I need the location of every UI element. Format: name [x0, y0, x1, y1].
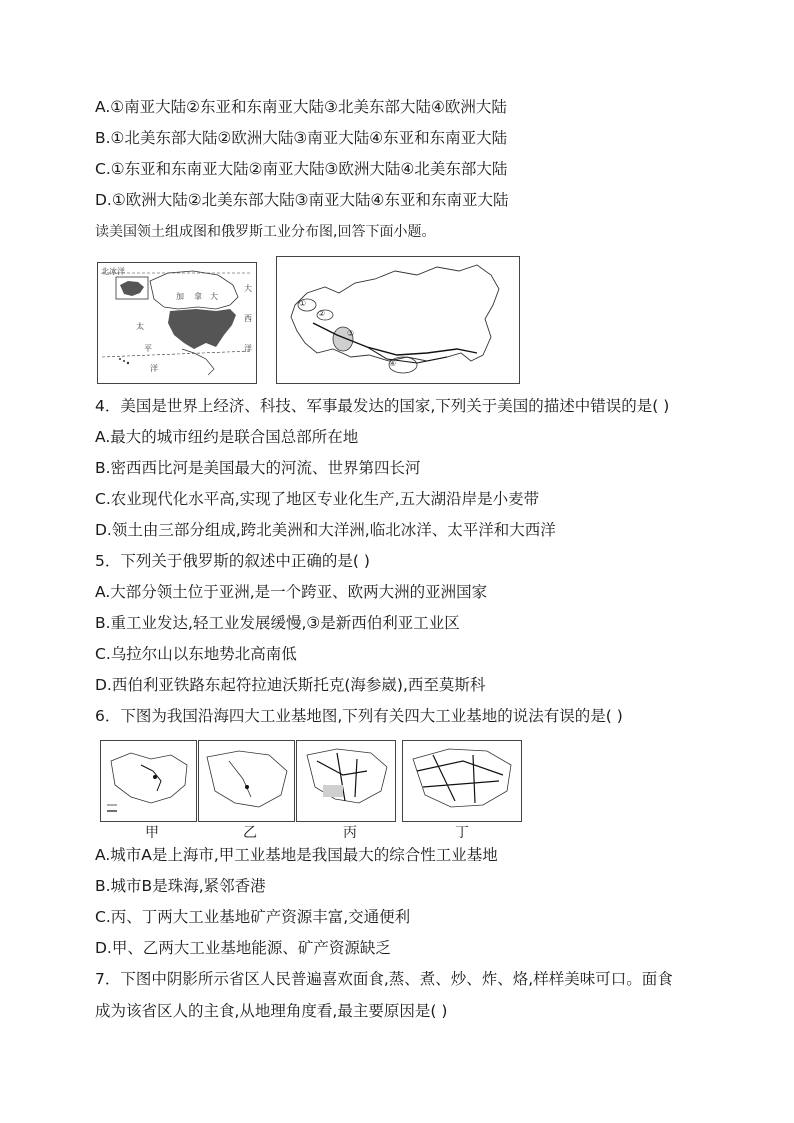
- usa-map-drawing: [98, 263, 256, 383]
- q7-stem-line1: 7．下图中阴影所示省区人民普遍喜欢面食,蒸、煮、炒、炸、烙,样样美味可口。面食: [95, 970, 673, 988]
- map-bing: [296, 740, 396, 822]
- map-ding-drawing: [403, 741, 521, 821]
- usa-map-label-pacific-2: 平: [144, 344, 152, 353]
- q6-option-d: D.甲、乙两大工业基地能源、矿产资源缺乏: [95, 939, 391, 957]
- russia-zone-3: ③: [347, 329, 355, 338]
- q3-option-c: C.①东亚和东南亚大陆②南亚大陆③欧洲大陆④北美东部大陆: [95, 160, 508, 178]
- q4-stem: 4．美国是世界上经济、科技、军事最发达的国家,下列关于美国的描述中错误的是( ): [95, 397, 670, 415]
- q3-option-b: B.①北美东部大陆②欧洲大陆③南亚大陆④东亚和东南亚大陆: [95, 129, 508, 147]
- russia-zone-1: ①: [299, 299, 307, 308]
- q7-stem-line2: 成为该省区人的主食,从地理角度看,最主要原因是( ): [95, 1002, 448, 1020]
- q3-option-a: A.①南亚大陆②东亚和东南亚大陆③北美东部大陆④欧洲大陆: [95, 98, 507, 116]
- map-yi-drawing: [199, 741, 294, 821]
- map-caption-ding: 丁: [455, 825, 469, 841]
- q4-option-b: B.密西西比河是美国最大的河流、世界第四长河: [95, 459, 421, 477]
- q5-option-d: D.西伯利亚铁路东起符拉迪沃斯托克(海参崴),西至莫斯科: [95, 676, 486, 694]
- usa-map-label-arctic: 北冰洋: [101, 267, 125, 276]
- usa-map-label-pacific-3: 洋: [150, 364, 158, 373]
- usa-map-label-pacific-1: 太: [136, 322, 144, 331]
- q5-stem: 5．下列关于俄罗斯的叙述中正确的是( ): [95, 552, 370, 570]
- map-ding: [402, 740, 522, 822]
- q4-option-d: D.领土由三部分组成,跨北美洲和大洋洲,临北冰洋、太平洋和大西洋: [95, 521, 556, 539]
- map-caption-yi: 乙: [243, 825, 257, 841]
- usa-territory-map: [97, 262, 257, 384]
- q6-option-c: C.丙、丁两大工业基地矿产资源丰富,交通便利: [95, 908, 411, 926]
- russia-zone-2: ②: [318, 309, 326, 318]
- q5-option-b: B.重工业发达,轻工业发展缓慢,③是新西伯利亚工业区: [95, 614, 460, 632]
- q3-option-d: D.①欧洲大陆②北美东部大陆③南亚大陆④东亚和东南亚大陆: [95, 191, 509, 209]
- russia-map-drawing: [277, 257, 519, 383]
- q4-option-a: A.最大的城市纽约是联合国总部所在地: [95, 428, 359, 446]
- usa-map-label-canada-3: 大: [210, 292, 218, 301]
- usa-map-label-canada-1: 加: [176, 292, 184, 301]
- map-caption-bing: 丙: [343, 825, 357, 841]
- russia-industry-map: [276, 256, 520, 384]
- q5-option-c: C.乌拉尔山以东地势北高南低: [95, 645, 297, 663]
- q4-option-c: C.农业现代化水平高,实现了地区专业化生产,五大湖沿岸是小麦带: [95, 490, 540, 508]
- usa-map-label-canada-2: 拿: [194, 292, 202, 301]
- map-jia-drawing: [101, 741, 196, 821]
- map-bing-drawing: [297, 741, 395, 821]
- map-caption-jia: 甲: [145, 825, 159, 841]
- map-jia: [100, 740, 197, 822]
- q6-stem: 6．下图为我国沿海四大工业基地图,下列有关四大工业基地的说法有误的是( ): [95, 707, 623, 725]
- russia-zone-4: ④: [389, 359, 397, 368]
- usa-map-label-atlantic-3: 洋: [244, 344, 252, 353]
- q6-option-a: A.城市A是上海市,甲工业基地是我国最大的综合性工业基地: [95, 846, 498, 864]
- q5-option-a: A.大部分领土位于亚洲,是一个跨亚、欧两大洲的亚洲国家: [95, 583, 488, 601]
- usa-map-label-atlantic-2: 西: [244, 314, 252, 323]
- map-yi: [198, 740, 295, 822]
- q6-option-b: B.城市B是珠海,紧邻香港: [95, 877, 266, 895]
- instruction-text: 读美国领土组成图和俄罗斯工业分布图,回答下面小题。: [95, 224, 436, 240]
- usa-map-label-atlantic-1: 大: [244, 284, 252, 293]
